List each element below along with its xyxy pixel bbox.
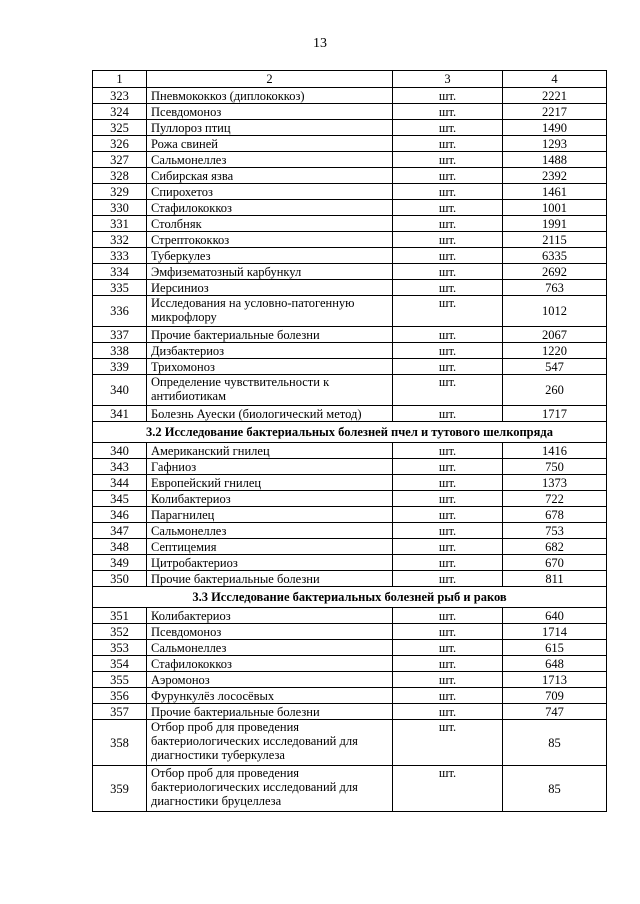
row-unit: шт. (393, 264, 503, 280)
row-name: Цитробактериоз (147, 555, 393, 571)
row-number: 348 (93, 539, 147, 555)
row-unit: шт. (393, 555, 503, 571)
row-unit: шт. (393, 672, 503, 688)
table-row (93, 232, 607, 248)
row-name: Эмфизематозный карбункул (147, 264, 393, 280)
row-value: 1001 (503, 200, 607, 216)
table-row (93, 555, 607, 571)
row-name: Болезнь Ауески (биологический метод) (147, 406, 393, 422)
row-value: 2692 (503, 264, 607, 280)
row-value: 2392 (503, 168, 607, 184)
row-value: 811 (503, 571, 607, 587)
row-value: 763 (503, 280, 607, 296)
row-unit: шт. (393, 136, 503, 152)
row-number: 349 (93, 555, 147, 571)
row-name: Сальмонеллез (147, 640, 393, 656)
row-unit: шт. (393, 704, 503, 720)
table-row (93, 672, 607, 688)
row-value: 682 (503, 539, 607, 555)
section-title: 3.3 Исследование бактериальных болезней рыб и раков (93, 587, 607, 608)
row-value: 648 (503, 656, 607, 672)
row-name: Сибирская язва (147, 168, 393, 184)
row-number: 333 (93, 248, 147, 264)
row-unit: шт. (393, 200, 503, 216)
section-heading-row (93, 422, 607, 443)
column-header: 4 (503, 71, 607, 88)
row-value: 85 (503, 720, 607, 766)
row-unit: шт. (393, 640, 503, 656)
row-unit: шт. (393, 507, 503, 523)
row-value: 753 (503, 523, 607, 539)
row-value: 1714 (503, 624, 607, 640)
row-unit: шт. (393, 280, 503, 296)
row-name: Гафниоз (147, 459, 393, 475)
row-value: 1293 (503, 136, 607, 152)
row-value: 1991 (503, 216, 607, 232)
table-row (93, 120, 607, 136)
table-row (93, 88, 607, 104)
row-name: Прочие бактериальные болезни (147, 704, 393, 720)
row-value: 615 (503, 640, 607, 656)
table-row (93, 624, 607, 640)
row-unit: шт. (393, 232, 503, 248)
row-value: 1416 (503, 443, 607, 459)
row-value: 678 (503, 507, 607, 523)
row-unit: шт. (393, 656, 503, 672)
row-unit: шт. (393, 152, 503, 168)
row-name: Септицемия (147, 539, 393, 555)
row-number: 343 (93, 459, 147, 475)
row-value: 1490 (503, 120, 607, 136)
row-number: 357 (93, 704, 147, 720)
table-row (93, 327, 607, 343)
row-number: 337 (93, 327, 147, 343)
row-name: Стафилококкоз (147, 200, 393, 216)
row-value: 2067 (503, 327, 607, 343)
row-name: Аэромоноз (147, 672, 393, 688)
table-body (93, 88, 607, 812)
table-row (93, 248, 607, 264)
table-row (93, 608, 607, 624)
row-value: 2217 (503, 104, 607, 120)
table-row (93, 475, 607, 491)
row-value: 2221 (503, 88, 607, 104)
row-number: 335 (93, 280, 147, 296)
page-number: 13 (313, 36, 327, 51)
row-number: 326 (93, 136, 147, 152)
row-unit: шт. (393, 248, 503, 264)
row-number: 355 (93, 672, 147, 688)
row-unit: шт. (393, 720, 503, 766)
table-row (93, 406, 607, 422)
row-unit: шт. (393, 491, 503, 507)
row-name: Пневмококкоз (диплококкоз) (147, 88, 393, 104)
table-row (93, 136, 607, 152)
row-value: 750 (503, 459, 607, 475)
row-value: 260 (503, 375, 607, 406)
row-name: Псевдомоноз (147, 624, 393, 640)
table-row (93, 343, 607, 359)
row-unit: шт. (393, 443, 503, 459)
row-name: Сальмонеллез (147, 152, 393, 168)
table-row (93, 507, 607, 523)
row-name: Европейский гнилец (147, 475, 393, 491)
row-name: Парагнилец (147, 507, 393, 523)
row-unit: шт. (393, 459, 503, 475)
column-header: 2 (147, 71, 393, 88)
row-value: 2115 (503, 232, 607, 248)
row-value: 6335 (503, 248, 607, 264)
row-unit: шт. (393, 406, 503, 422)
row-unit: шт. (393, 375, 503, 406)
row-value: 640 (503, 608, 607, 624)
table-row (93, 656, 607, 672)
row-number: 330 (93, 200, 147, 216)
row-value: 1717 (503, 406, 607, 422)
table-row (93, 523, 607, 539)
table-row (93, 216, 607, 232)
row-unit: шт. (393, 688, 503, 704)
row-name: Американский гнилец (147, 443, 393, 459)
column-header: 1 (93, 71, 147, 88)
row-number: 339 (93, 359, 147, 375)
row-unit: шт. (393, 608, 503, 624)
table-row (93, 688, 607, 704)
row-number: 352 (93, 624, 147, 640)
row-number: 325 (93, 120, 147, 136)
row-unit: шт. (393, 475, 503, 491)
row-number: 346 (93, 507, 147, 523)
row-name: Пуллороз птиц (147, 120, 393, 136)
row-unit: шт. (393, 120, 503, 136)
row-number: 358 (93, 720, 147, 766)
table-row (93, 443, 607, 459)
row-value: 1220 (503, 343, 607, 359)
row-value: 722 (503, 491, 607, 507)
row-name: Определение чувствительности к антибиотикам (147, 375, 393, 406)
row-number: 329 (93, 184, 147, 200)
table-row (93, 296, 607, 327)
row-name: Стафилококкоз (147, 656, 393, 672)
services-table (92, 70, 607, 812)
row-name: Сальмонеллез (147, 523, 393, 539)
row-value: 1373 (503, 475, 607, 491)
row-unit: шт. (393, 216, 503, 232)
row-unit: шт. (393, 523, 503, 539)
row-name: Фурункулёз лососёвых (147, 688, 393, 704)
table-row (93, 184, 607, 200)
row-number: 338 (93, 343, 147, 359)
row-name: Иерсиниоз (147, 280, 393, 296)
row-value: 709 (503, 688, 607, 704)
table-row (93, 152, 607, 168)
row-name: Колибактериоз (147, 608, 393, 624)
row-number: 331 (93, 216, 147, 232)
row-unit: шт. (393, 343, 503, 359)
table-header-row (93, 71, 607, 88)
row-number: 354 (93, 656, 147, 672)
row-unit: шт. (393, 571, 503, 587)
row-name: Отбор проб для проведения бактериологических исследований для диагностики бруцеллеза (147, 766, 393, 812)
row-name: Трихомоноз (147, 359, 393, 375)
table-row (93, 264, 607, 280)
section-heading-row (93, 587, 607, 608)
table-row (93, 720, 607, 766)
row-value: 747 (503, 704, 607, 720)
row-unit: шт. (393, 184, 503, 200)
row-unit: шт. (393, 296, 503, 327)
row-name: Псевдомоноз (147, 104, 393, 120)
row-value: 1713 (503, 672, 607, 688)
row-value: 1488 (503, 152, 607, 168)
table-row (93, 491, 607, 507)
row-name: Спирохетоз (147, 184, 393, 200)
row-number: 340 (93, 443, 147, 459)
row-number: 350 (93, 571, 147, 587)
table-row (93, 539, 607, 555)
section-title: 3.2 Исследование бактериальных болезней пчел и тутового шелкопряда (93, 422, 607, 443)
table-row (93, 200, 607, 216)
row-number: 353 (93, 640, 147, 656)
row-unit: шт. (393, 327, 503, 343)
table-row (93, 375, 607, 406)
row-number: 334 (93, 264, 147, 280)
row-name: Стрептококкоз (147, 232, 393, 248)
row-name: Рожа свиней (147, 136, 393, 152)
row-unit: шт. (393, 539, 503, 555)
table-row (93, 640, 607, 656)
row-value: 547 (503, 359, 607, 375)
row-unit: шт. (393, 766, 503, 812)
row-number: 347 (93, 523, 147, 539)
row-unit: шт. (393, 359, 503, 375)
row-number: 351 (93, 608, 147, 624)
row-name: Исследования на условно-патогенную микрофлору (147, 296, 393, 327)
table-row (93, 104, 607, 120)
row-name: Туберкулез (147, 248, 393, 264)
row-unit: шт. (393, 168, 503, 184)
table-row (93, 766, 607, 812)
row-number: 327 (93, 152, 147, 168)
table-row (93, 359, 607, 375)
row-number: 340 (93, 375, 147, 406)
row-value: 670 (503, 555, 607, 571)
row-name: Дизбактериоз (147, 343, 393, 359)
row-number: 345 (93, 491, 147, 507)
row-number: 356 (93, 688, 147, 704)
row-value: 1012 (503, 296, 607, 327)
row-value: 1461 (503, 184, 607, 200)
row-number: 359 (93, 766, 147, 812)
row-name: Прочие бактериальные болезни (147, 571, 393, 587)
row-number: 328 (93, 168, 147, 184)
row-name: Столбняк (147, 216, 393, 232)
row-number: 324 (93, 104, 147, 120)
row-name: Прочие бактериальные болезни (147, 327, 393, 343)
column-header: 3 (393, 71, 503, 88)
table-row (93, 704, 607, 720)
row-name: Отбор проб для проведения бактериологических исследований для диагностики туберкулеза (147, 720, 393, 766)
row-number: 344 (93, 475, 147, 491)
table-row (93, 571, 607, 587)
row-unit: шт. (393, 624, 503, 640)
row-number: 336 (93, 296, 147, 327)
row-unit: шт. (393, 88, 503, 104)
table-row (93, 280, 607, 296)
row-unit: шт. (393, 104, 503, 120)
row-number: 341 (93, 406, 147, 422)
row-number: 323 (93, 88, 147, 104)
table-row (93, 459, 607, 475)
row-name: Колибактериоз (147, 491, 393, 507)
row-value: 85 (503, 766, 607, 812)
table-row (93, 168, 607, 184)
row-number: 332 (93, 232, 147, 248)
